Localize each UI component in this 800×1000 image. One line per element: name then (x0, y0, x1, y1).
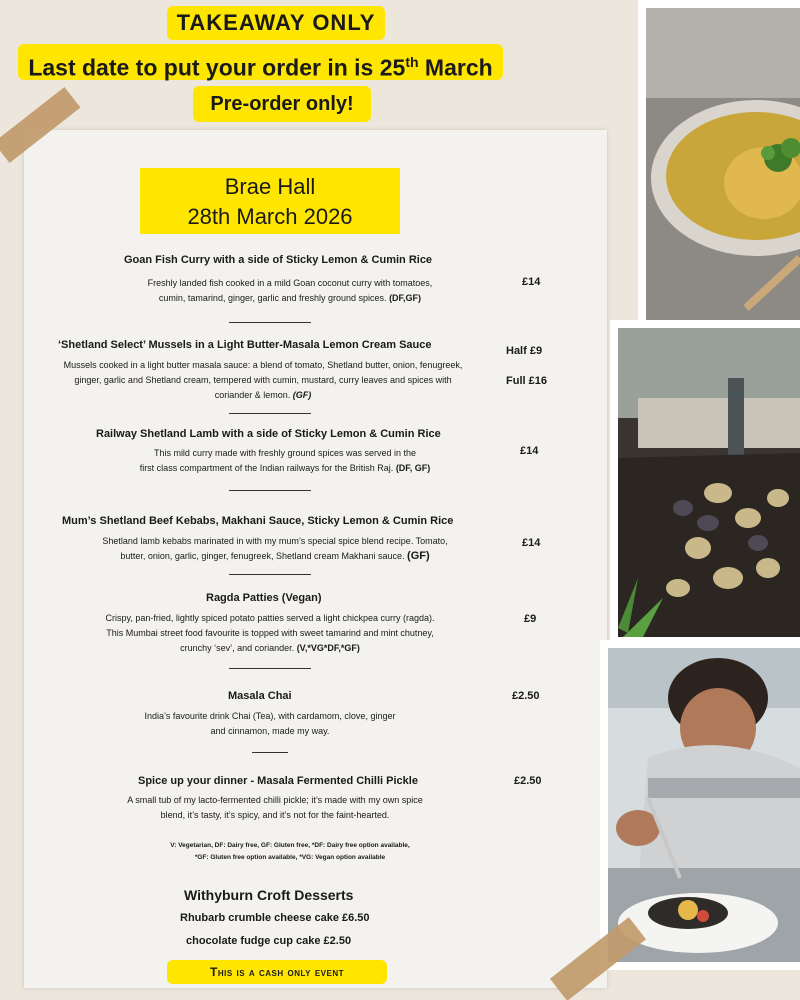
dish-price: £14 (522, 537, 541, 549)
divider (229, 413, 311, 414)
dietary-legend: V: Vegetarian, DF: Dairy free, GF: Gluten free, *DF: Dairy free option available, *GF: Gluten free option available, *VG: Vegan option available (170, 842, 410, 861)
dish-description: Crispy, pan-fried, lightly spiced potato patties served a light chickpea curry (ragda). This Mumbai street food favourite is topped with sweet tamarind and mint chutney, crunchy ‘sev’, and coriander. (V,*VG*DF,*GF) (105, 613, 435, 653)
divider (229, 668, 311, 669)
last-order-date-banner (18, 44, 503, 80)
dish-title: Spice up your dinner - Masala Fermented Chilli Pickle (138, 775, 418, 787)
dessert-item: Rhubarb crumble cheese cake £6.50 (180, 912, 370, 924)
dish-price-half: Half £9 (506, 345, 543, 357)
dish-title: Goan Fish Curry with a side of Sticky Lemon & Cumin Rice (124, 254, 433, 266)
potatoes-in-soil-photo (610, 320, 800, 645)
dish-price: £2.50 (514, 775, 542, 787)
dish-price: £14 (522, 276, 541, 288)
dish-price: £2.50 (512, 690, 540, 702)
last-date-ordinal: th (405, 54, 419, 70)
event-venue: Brae Hall (224, 174, 316, 199)
takeaway-only-banner: TAKEAWAY ONLY (167, 6, 385, 40)
dish-description: A small tub of my lacto-fermented chilli pickle; it’s made with my own spice blend, it’s tasty, it’s spicy, and it’s not for the faint-hearted. (127, 795, 423, 820)
dish-price: £9 (524, 613, 537, 625)
divider (229, 574, 311, 575)
dish-title: Railway Shetland Lamb with a side of Sticky Lemon & Cumin Rice (96, 428, 441, 440)
last-date-month: March (418, 54, 493, 81)
divider (229, 490, 311, 491)
dish-description: This mild curry made with freshly ground spices was served in the first class compartment of the Indian railways for the British Raj. (DF, GF) (139, 448, 431, 473)
dish-title: ‘Shetland Select’ Mussels in a Light Butter-Masala Lemon Cream Sauce (58, 339, 432, 351)
dish-price-full: Full £16 (506, 375, 547, 387)
preorder-banner: Pre-order only! (193, 86, 371, 122)
event-date: 28th March 2026 (187, 204, 353, 229)
dish-description: Mussels cooked in a light butter masala sauce: a blend of tomato, Shetland butter, onion, fenugreek, ginger, garlic and Shetland cream, tempered with cumin, mustard, curry leaves and spices with coriander & lemon. (GF) (63, 360, 463, 400)
dish-title: Masala Chai (228, 690, 292, 702)
dish-description: Freshly landed fish cooked in a mild Goan coconut curry with tomatoes, cumin, tamarind, ginger, garlic and freshly ground spices. (DF,GF) (147, 278, 433, 303)
dessert-item: chocolate fudge cup cake £2.50 (186, 935, 352, 947)
dish-price: £14 (520, 445, 539, 457)
cash-only-banner: This is a cash only event (167, 960, 387, 984)
divider (229, 322, 311, 323)
divider (252, 752, 288, 753)
curry-bowl-photo (638, 0, 800, 335)
dish-description: India’s favourite drink Chai (Tea), with cardamom, clove, ginger and cinnamon, made my way. (144, 711, 396, 736)
last-date-text: Last date to put your order in is 25 (28, 54, 406, 81)
dish-description: Shetland lamb kebabs marinated in with my mum’s special spice blend recipe. Tomato, butter, onion, garlic, ginger, fenugreek, Shetland cream Makhani sauce. (GF) (102, 536, 448, 562)
desserts-heading: Withyburn Croft Desserts (184, 887, 354, 903)
dish-title: Ragda Patties (Vegan) (206, 592, 322, 604)
event-box (140, 168, 400, 234)
dish-title: Mum’s Shetland Beef Kebabs, Makhani Sauce, Sticky Lemon & Cumin Rice (62, 515, 454, 527)
